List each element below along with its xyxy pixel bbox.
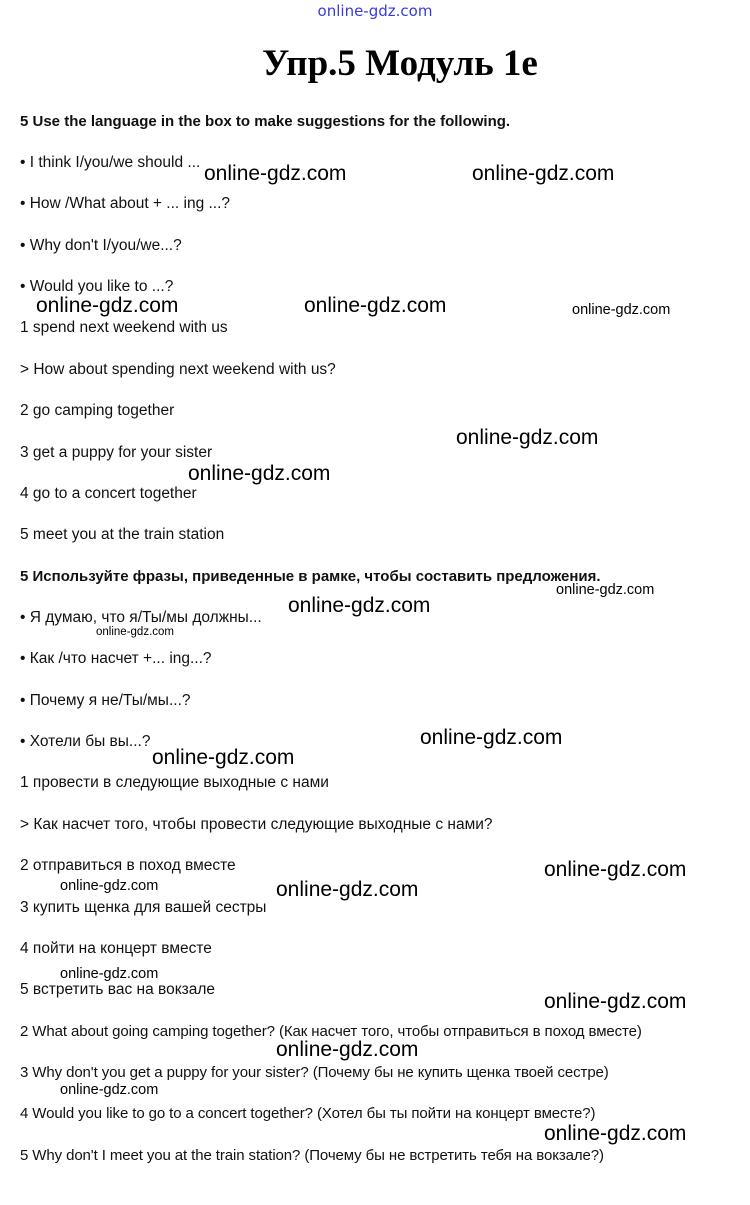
english-instruction: 5 Use the language in the box to make suggestions for the following. [20, 113, 511, 130]
watermark: online-gdz.com [544, 1122, 687, 1145]
watermark: online-gdz.com [420, 726, 563, 749]
russian-item: 3 купить щенка для вашей сестры [20, 899, 267, 916]
watermark: online-gdz.com [572, 302, 671, 318]
watermark: online-gdz.com [556, 582, 655, 598]
watermark: online-gdz.com [472, 162, 615, 185]
english-phrase: • How /What about + ... ing ...? [20, 195, 231, 212]
watermark: online-gdz.com [544, 858, 687, 881]
russian-phrase: • Почему я не/Ты/мы...? [20, 692, 191, 709]
watermark: online-gdz.com [276, 878, 419, 901]
english-item: 2 go camping together [20, 402, 175, 419]
watermark: online-gdz.com [288, 594, 431, 617]
watermark: online-gdz.com [152, 746, 295, 769]
english-item: 3 get a puppy for your sister [20, 444, 213, 461]
english-example: > How about spending next weekend with us? [20, 361, 336, 378]
english-phrase: • Why don't I/you/we...? [20, 237, 182, 254]
watermark: online-gdz.com [204, 162, 347, 185]
english-phrase: • Would you like to ...? [20, 278, 174, 295]
watermark: online-gdz.com [60, 966, 159, 982]
watermark: online-gdz.com [36, 294, 179, 317]
watermark: online-gdz.com [276, 1038, 419, 1061]
russian-item: 1 провести в следующие выходные с нами [20, 774, 329, 791]
watermark: online-gdz.com [304, 294, 447, 317]
russian-instruction: 5 Используйте фразы, приведенные в рамке, чтобы составить предложения. [20, 568, 601, 585]
answer-line: 4 Would you like to go to a concert together? (Хотел бы ты пойти на концерт вместе?) [20, 1105, 596, 1122]
watermark: online-gdz.com [544, 990, 687, 1013]
site-header: online-gdz.com [317, 2, 433, 20]
answer-line: 3 Why don't you get a puppy for your sister? (Почему бы не купить щенка твоей сестре) [20, 1064, 609, 1081]
english-item: 4 go to a concert together [20, 485, 197, 502]
russian-item: 4 пойти на концерт вместе [20, 940, 212, 957]
answer-line: 2 What about going camping together? (Как насчет того, чтобы отправиться в поход вместе) [20, 1023, 642, 1040]
watermark: online-gdz.com [456, 426, 599, 449]
english-item: 1 spend next weekend with us [20, 319, 228, 336]
russian-phrase: • Хотели бы вы...? [20, 733, 151, 750]
watermark: online-gdz.com [60, 878, 159, 894]
english-phrase: • I think I/you/we should ... [20, 154, 201, 171]
russian-phrase: • Я думаю, что я/Ты/мы должны... [20, 609, 262, 626]
russian-example: > Как насчет того, чтобы провести следующие выходные с нами? [20, 816, 493, 833]
english-item: 5 meet you at the train station [20, 526, 225, 543]
answer-line: 5 Why don't I meet you at the train station? (Почему бы не встретить тебя на вокзале?) [20, 1147, 604, 1164]
russian-item: 5 встретить вас на вокзале [20, 981, 216, 998]
russian-phrase: • Как /что насчет +... ing...? [20, 650, 212, 667]
watermark: online-gdz.com [60, 1082, 159, 1098]
russian-item: 2 отправиться в поход вместе [20, 857, 236, 874]
watermark: online-gdz.com [96, 626, 174, 638]
page-title: Упр.5 Модуль 1е [262, 43, 538, 84]
watermark: online-gdz.com [188, 462, 331, 485]
